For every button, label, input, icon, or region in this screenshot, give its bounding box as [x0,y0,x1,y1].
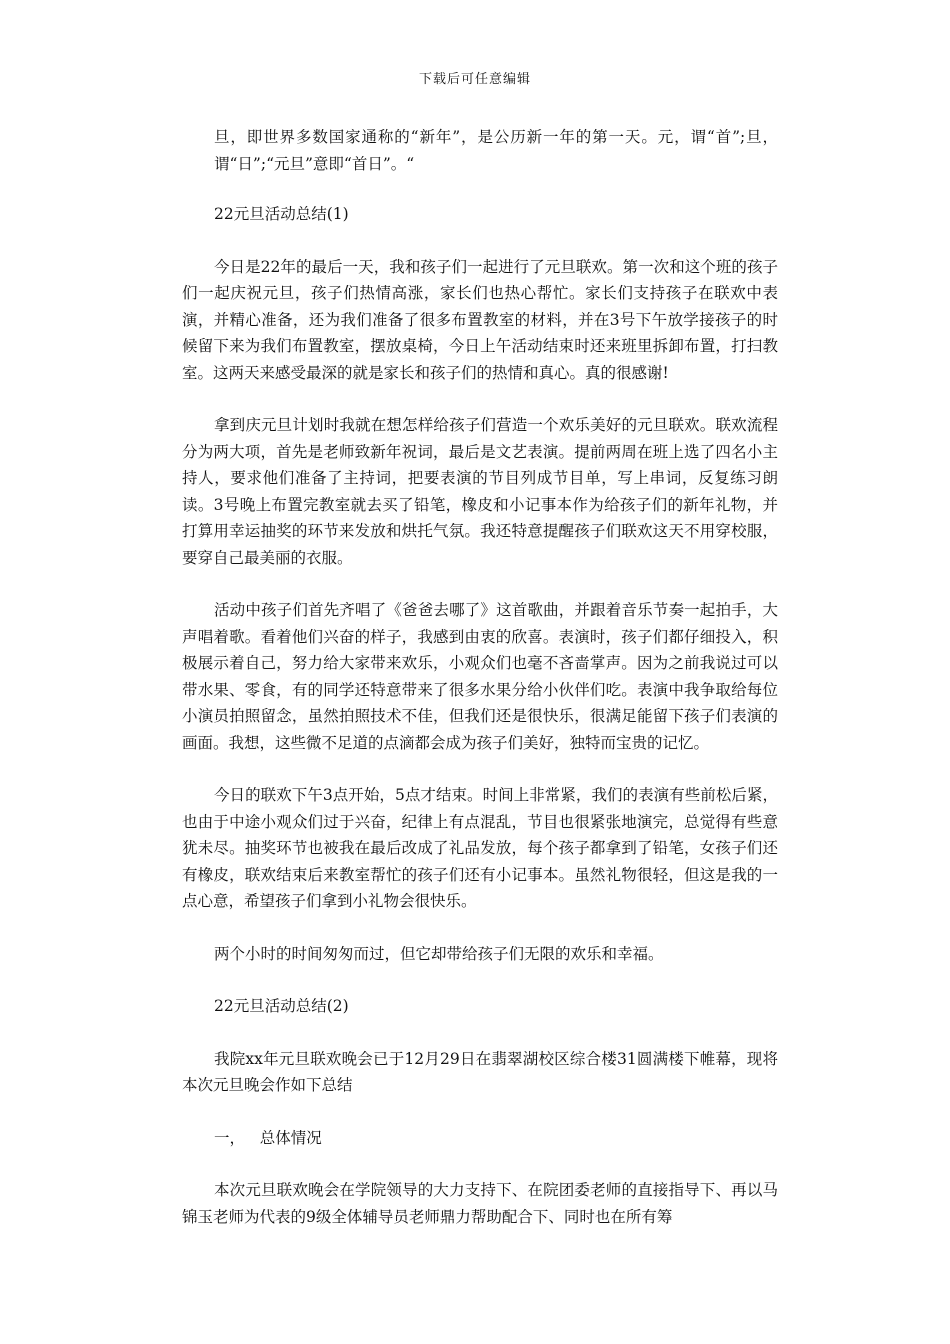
header-note: 下载后可任意编辑 [418,72,531,87]
paragraph-2: 拿到庆元旦计划时我就在想怎样给孩子们营造一个欢乐美好的元旦联欢。联欢流程分为两大项，首先是老师致新年祝词，最后是文艺表演。提前两周在班上选了四名小主持人，要求他们准备了主持词，把要表演的节目列成节目单，写上串词，反复练习朗读。3号晚上布置完教室就去买了铅笔，橡皮和小记事本作为给孩子们的新年礼物，并打算用幸运抽奖的环节来发放和烘托气氛。我还特意提醒孩子们联欢这天不用穿校服，要穿自己最美丽的衣服。 [182,416,778,567]
paragraph-4: 今日的联欢下午3点开始，5点才结束。时间上非常紧，我们的表演有些前松后紧，也由于中途小观众们过于兴奋，纪律上有点混乱，节目也很紧张地演完，总觉得有些意犹未尽。抽奖环节也被我在最后改成了礼品发放，每个孩子都拿到了铅笔，女孩子们还有橡皮，联欢结束后来教室帮忙的孩子们还有小记事本。虽然礼物很轻，但这是我的一点心意，希望孩子们拿到小礼物会很快乐。 [182,786,778,910]
section-title-1: 22元旦活动总结(1) [214,205,349,223]
paragraph-5: 两个小时的时间匆匆而过，但它却带给孩子们无限的欢乐和幸福。 [214,944,664,963]
paragraph-7: 本次元旦联欢晚会在学院领导的大力支持下、在院团委老师的直接指导下、再以马锦玉老师为代表的9级全体辅导员老师鼎力帮助配合下、同时也在所有筹 [182,1181,778,1226]
paragraph-6: 我院xx年元旦联欢晚会已于12月29日在翡翠湖校区综合楼31圆满楼下帷幕，现将本次元旦晚会作如下总结 [182,1049,778,1094]
paragraph-3: 活动中孩子们首先齐唱了《爸爸去哪了》这首歌曲，并跟着音乐节奏一起拍手，大声唱着歌。看着他们兴奋的样子，我感到由衷的欣喜。表演时，孩子们都仔细投入，积极展示着自己，努力给大家带来欢乐，小观众们也毫不吝啬掌声。因为之前我说过可以带水果、零食，有的同学还特意带来了很多水果分给小伙伴们吃。表演中我争取给每位小演员拍照留念，虽然拍照技术不佳，但我们还是很快乐，很满足能留下孩子们表演的画面。我想，这些微不足道的点滴都会成为孩子们美好，独特而宝贵的记忆。 [182,601,778,752]
document-body [182,124,778,1256]
subsection-heading: 一， 总体情况 [214,1128,322,1147]
paragraph-1: 今日是22年的最后一天，我和孩子们一起进行了元旦联欢。第一次和这个班的孩子们一起庆祝元旦，孩子们热情高涨，家长们也热心帮忙。家长们支持孩子在联欢中表演，并精心准备，还为我们准备了很多布置教室的材料，并在3号下午放学接孩子的时候留下来为我们布置教室，摆放桌椅，今日上午活动结束时还来班里拆卸布置，打扫教室。这两天来感受最深的就是家长和孩子们的热情和真心。真的很感谢! [182,257,778,382]
section-title-2: 22元旦活动总结(2) [214,997,349,1015]
intro-paragraph: 旦，即世界多数国家通称的“新年”，是公历新一年的第一天。元，谓“首”;旦，谓“日”;“元旦”意即“首日”。“ [214,128,778,173]
